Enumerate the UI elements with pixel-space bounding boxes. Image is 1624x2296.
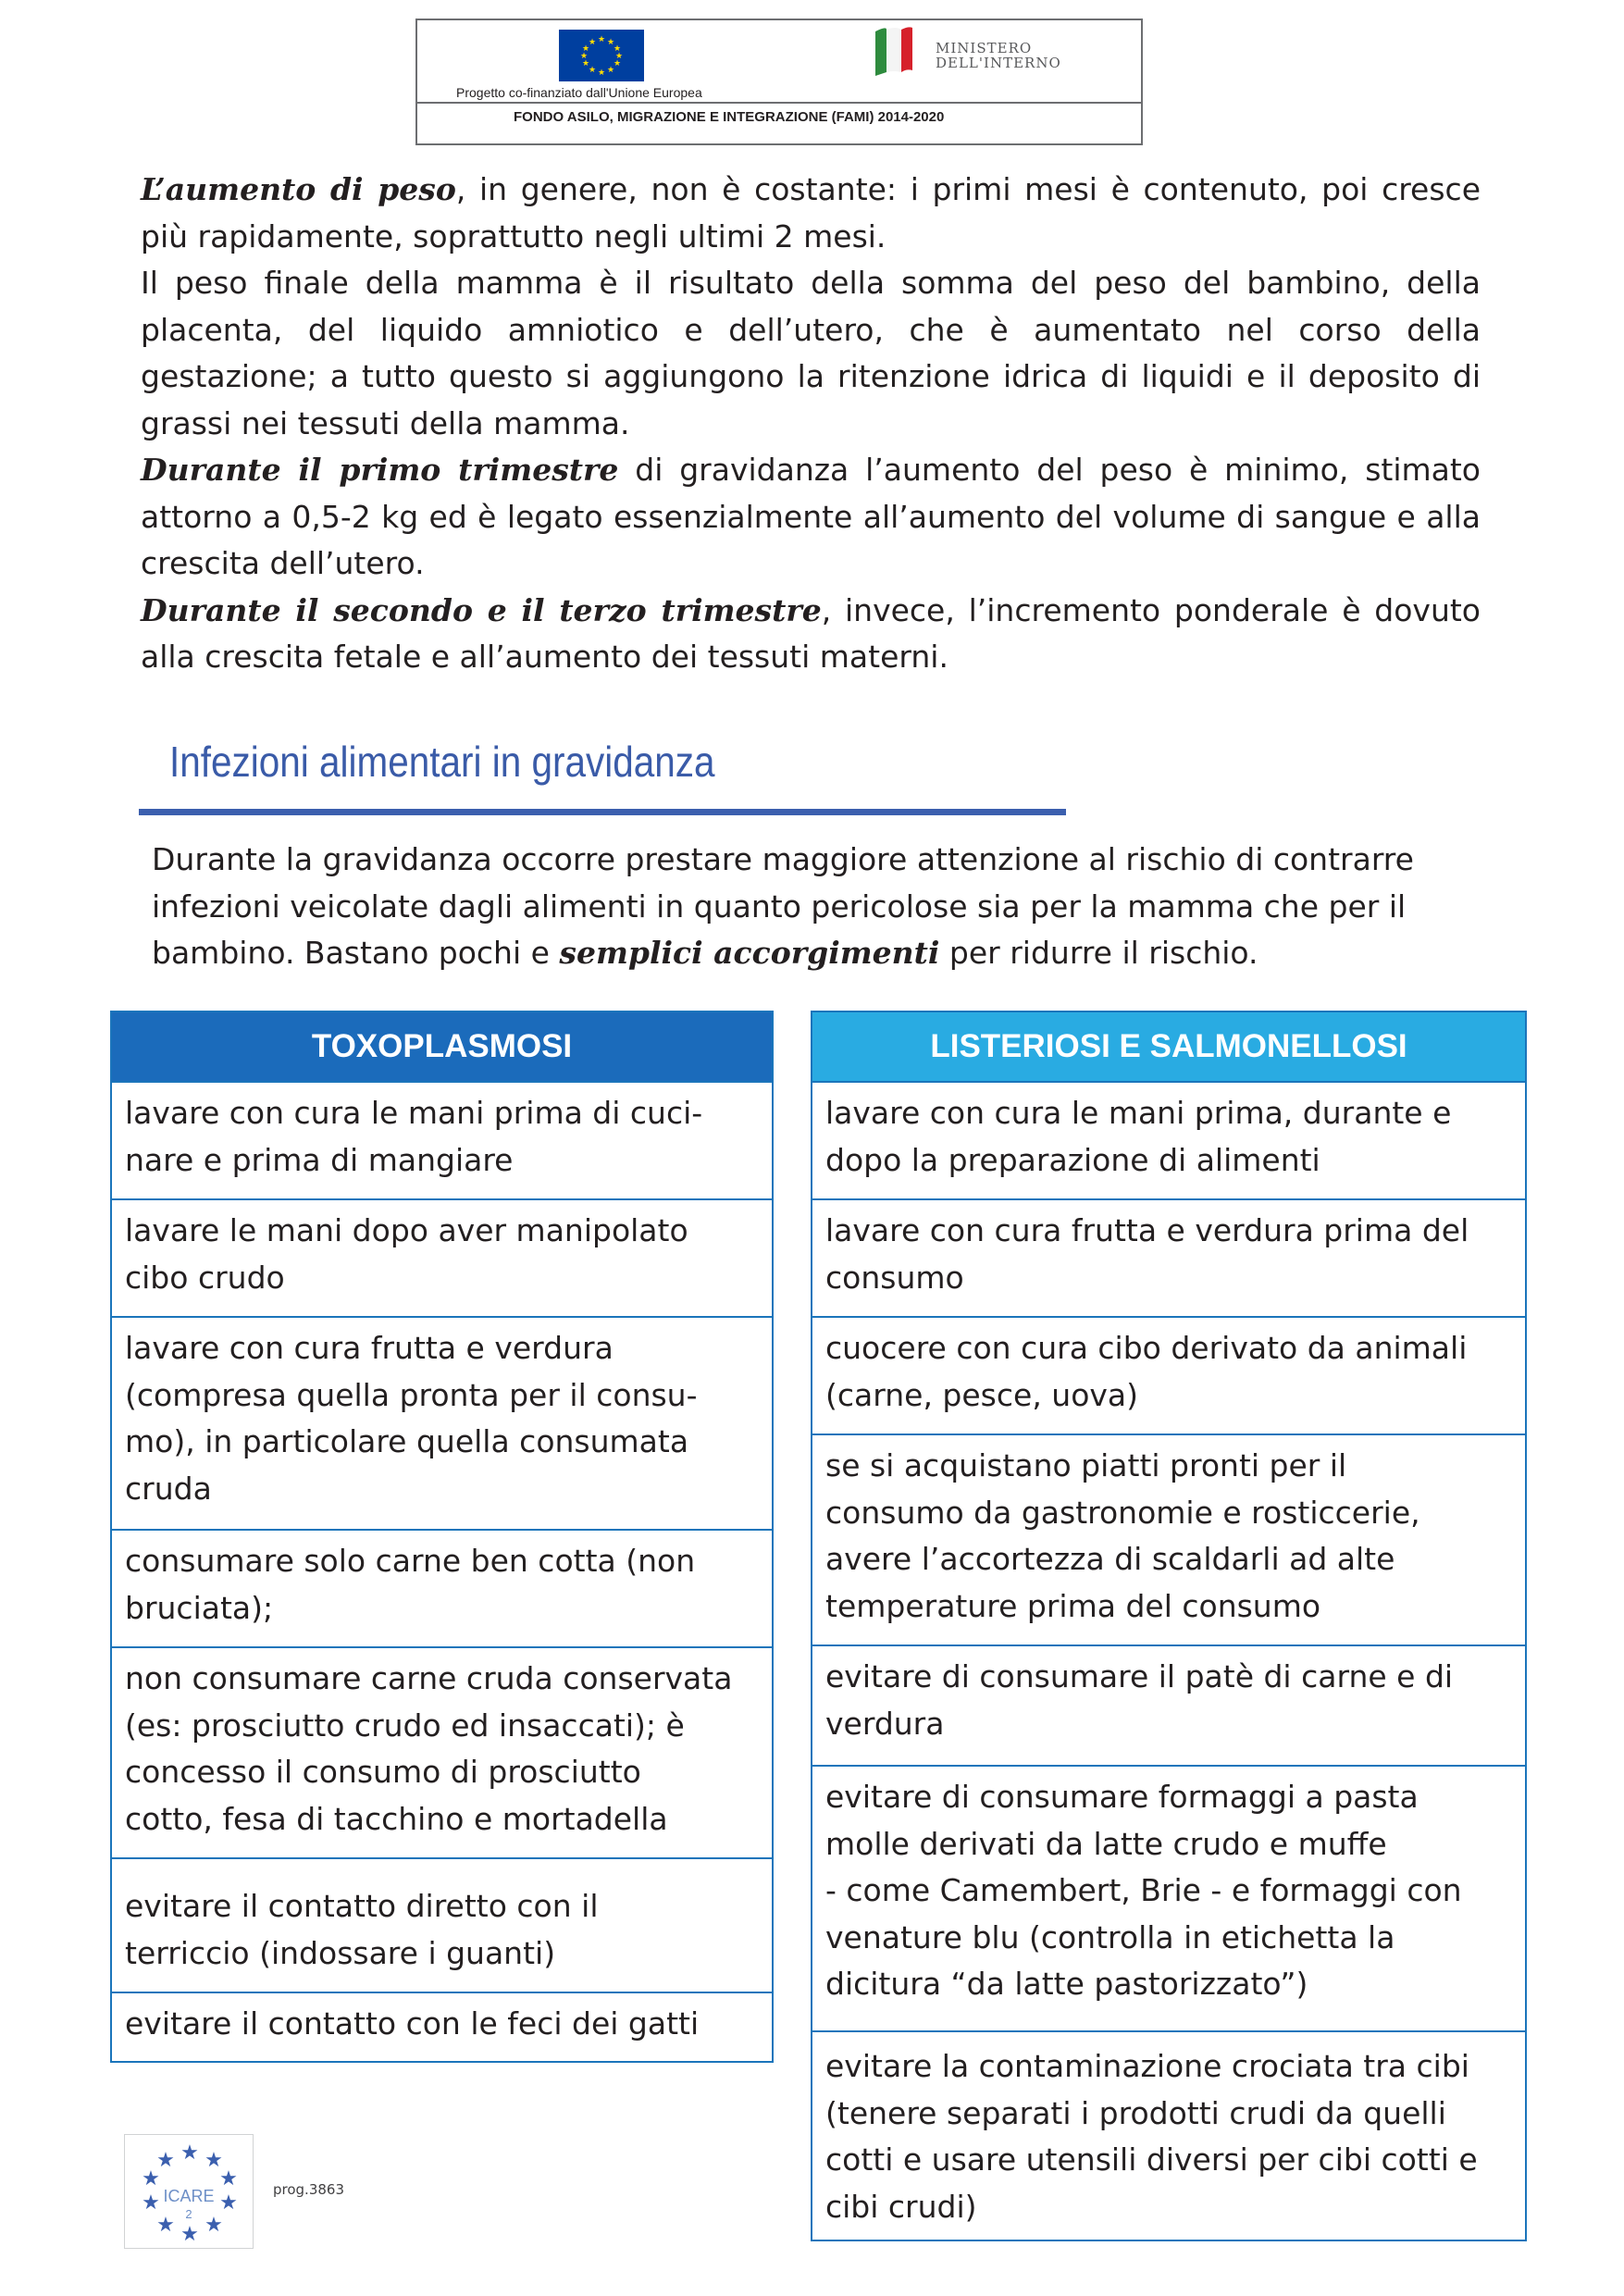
svg-text:★: ★ — [581, 59, 590, 68]
intro-paragraph: Il peso finale della mamma è il risultato della somma del peso del bambino, della placenta, del liquido amniotico e dell’utero, che è aumentato nel corso della gestazione; a tutto questo si aggiungono la ritenzione idrica di liquidi e il deposito di grassi nei tessuti della mamma. — [141, 265, 1481, 441]
intro-paragraph — [141, 588, 1481, 681]
svg-text:★: ★ — [606, 66, 615, 75]
table-row: evitare di consumare il patè di carne e di verdura — [812, 1644, 1525, 1765]
svg-text:★: ★ — [614, 52, 624, 61]
svg-text:★: ★ — [606, 38, 615, 47]
lead-emphasis: semplici accorgimenti — [559, 935, 940, 971]
cofinanced-label: Progetto co-finanziato dall'Unione Europea — [456, 85, 702, 100]
weight-gain-heading: L’aumento di peso — [141, 171, 456, 207]
svg-text:★: ★ — [597, 35, 606, 44]
section-title: Infezioni alimentari in gravidanza — [169, 738, 715, 786]
section-lead — [152, 837, 1494, 977]
table-row: non consumare carne cruda conservata (es: prosciutto crudo ed insaccati); è concesso il consumo di prosciutto cotto, fesa di tacchino e mortadella — [112, 1646, 772, 1857]
intro-text-span: , in genere, non è costante: i primi mesi è contenuto, poi cresce più rapidamente, soprattutto negli ultimi 2 mesi. — [141, 171, 1481, 254]
lead-text-span: Durante la gravidanza occorre prestare maggiore attenzione al rischio di contrarre infezioni veicolate dagli alimenti in quanto pericolose sia per la mamma che per il bambino. Bastano pochi e — [152, 841, 1414, 971]
icare-logo-number: 2 — [185, 2207, 192, 2221]
table-row: lavare le mani dopo aver manipolato cibo crudo — [112, 1198, 772, 1316]
table-row: consumare solo carne ben cotta (non bruciata); — [112, 1529, 772, 1646]
listeriosi-header: LISTERIOSI E SALMONELLOSI — [812, 1012, 1525, 1081]
intro-text — [141, 167, 1481, 681]
svg-text:★: ★ — [579, 52, 589, 61]
intro-text-span: di gravidanza l’aumento del peso è minimo, stimato attorno a 0,5-2 kg ed è legato essenzialmente all’aumento del volume di sangue e alla crescita dell’utero. — [141, 452, 1481, 581]
svg-text:★: ★ — [588, 66, 597, 75]
toxoplasmosi-table — [110, 1011, 774, 2063]
svg-text:★: ★ — [156, 2214, 175, 2237]
table-row: evitare la contaminazione crociata tra cibi (tenere separati i prodotti crudi da quelli cotti e usare utensili diversi per cibi cotti e cibi crudi) — [812, 2030, 1525, 2240]
table-row: evitare di consumare formaggi a pasta molle derivati da latte crudo e muffe - come Camembert, Brie - e formaggi con venature blu (controlla in etichetta la dicitura “da latte pastorizzato”) — [812, 1765, 1525, 2030]
svg-text:★: ★ — [219, 2167, 238, 2191]
table-row: se si acquistano piatti pronti per il consumo da gastronomie e rosticcerie, avere l’accortezza di scaldarli ad alte temperature prima del consumo — [812, 1433, 1525, 1644]
table-row: evitare il contatto con le feci dei gatti — [112, 1992, 772, 2061]
header-divider — [417, 102, 1141, 104]
svg-text:★: ★ — [180, 2141, 199, 2165]
svg-text:★: ★ — [588, 38, 597, 47]
table-row: lavare con cura frutta e verdura (compresa quella pronta per il consu- mo), in particolare quella consumata cruda — [112, 1316, 772, 1529]
svg-text:★: ★ — [156, 2149, 175, 2172]
icare-logo — [124, 2134, 254, 2249]
svg-text:★: ★ — [613, 59, 622, 68]
lead-text-span: per ridurre il rischio. — [939, 935, 1258, 971]
table-row: lavare con cura frutta e verdura prima del consumo — [812, 1198, 1525, 1316]
fund-label: FONDO ASILO, MIGRAZIONE E INTEGRAZIONE (FAMI) 2014-2020 — [514, 109, 945, 125]
table-row: evitare il contatto diretto con il terriccio (indossare i guanti) — [112, 1857, 772, 1992]
italy-flag-icon — [872, 26, 916, 76]
icare-logo-text: ICARE — [163, 2187, 215, 2205]
svg-text:★: ★ — [142, 2167, 160, 2191]
toxoplasmosi-header: TOXOPLASMOSI — [112, 1012, 772, 1081]
table-row: lavare con cura le mani prima, durante e dopo la preparazione di alimenti — [812, 1081, 1525, 1198]
svg-text:★: ★ — [597, 68, 606, 78]
section-underline — [139, 809, 1066, 815]
table-row: cuocere con cura cibo derivato da animali (carne, pesce, uova) — [812, 1316, 1525, 1433]
svg-text:★: ★ — [205, 2149, 223, 2172]
ministry-label: MINISTERO DELL'INTERNO — [936, 40, 1061, 71]
first-trimester-heading: Durante il primo trimestre — [141, 452, 619, 488]
intro-text-span: , invece, l’incremento ponderale è dovuto alla crescita fetale e all’aumento dei tessuti materni. — [141, 591, 1481, 675]
header-logo-box — [415, 19, 1143, 145]
second-third-trimester-heading: Durante il secondo e il terzo trimestre — [141, 591, 822, 628]
intro-paragraph — [141, 167, 1481, 260]
svg-text:★: ★ — [581, 44, 590, 54]
listeriosi-salmonellosi-table — [811, 1011, 1527, 2241]
intro-paragraph — [141, 447, 1481, 588]
svg-text:★: ★ — [219, 2191, 238, 2215]
svg-text:★: ★ — [205, 2214, 223, 2237]
program-code: prog.3863 — [273, 2181, 344, 2198]
svg-text:★: ★ — [142, 2191, 160, 2215]
eu-flag-icon — [559, 30, 644, 81]
table-row: lavare con cura le mani prima di cuci- nare e prima di mangiare — [112, 1081, 772, 1198]
svg-text:★: ★ — [180, 2223, 199, 2246]
svg-text:★: ★ — [613, 44, 622, 54]
